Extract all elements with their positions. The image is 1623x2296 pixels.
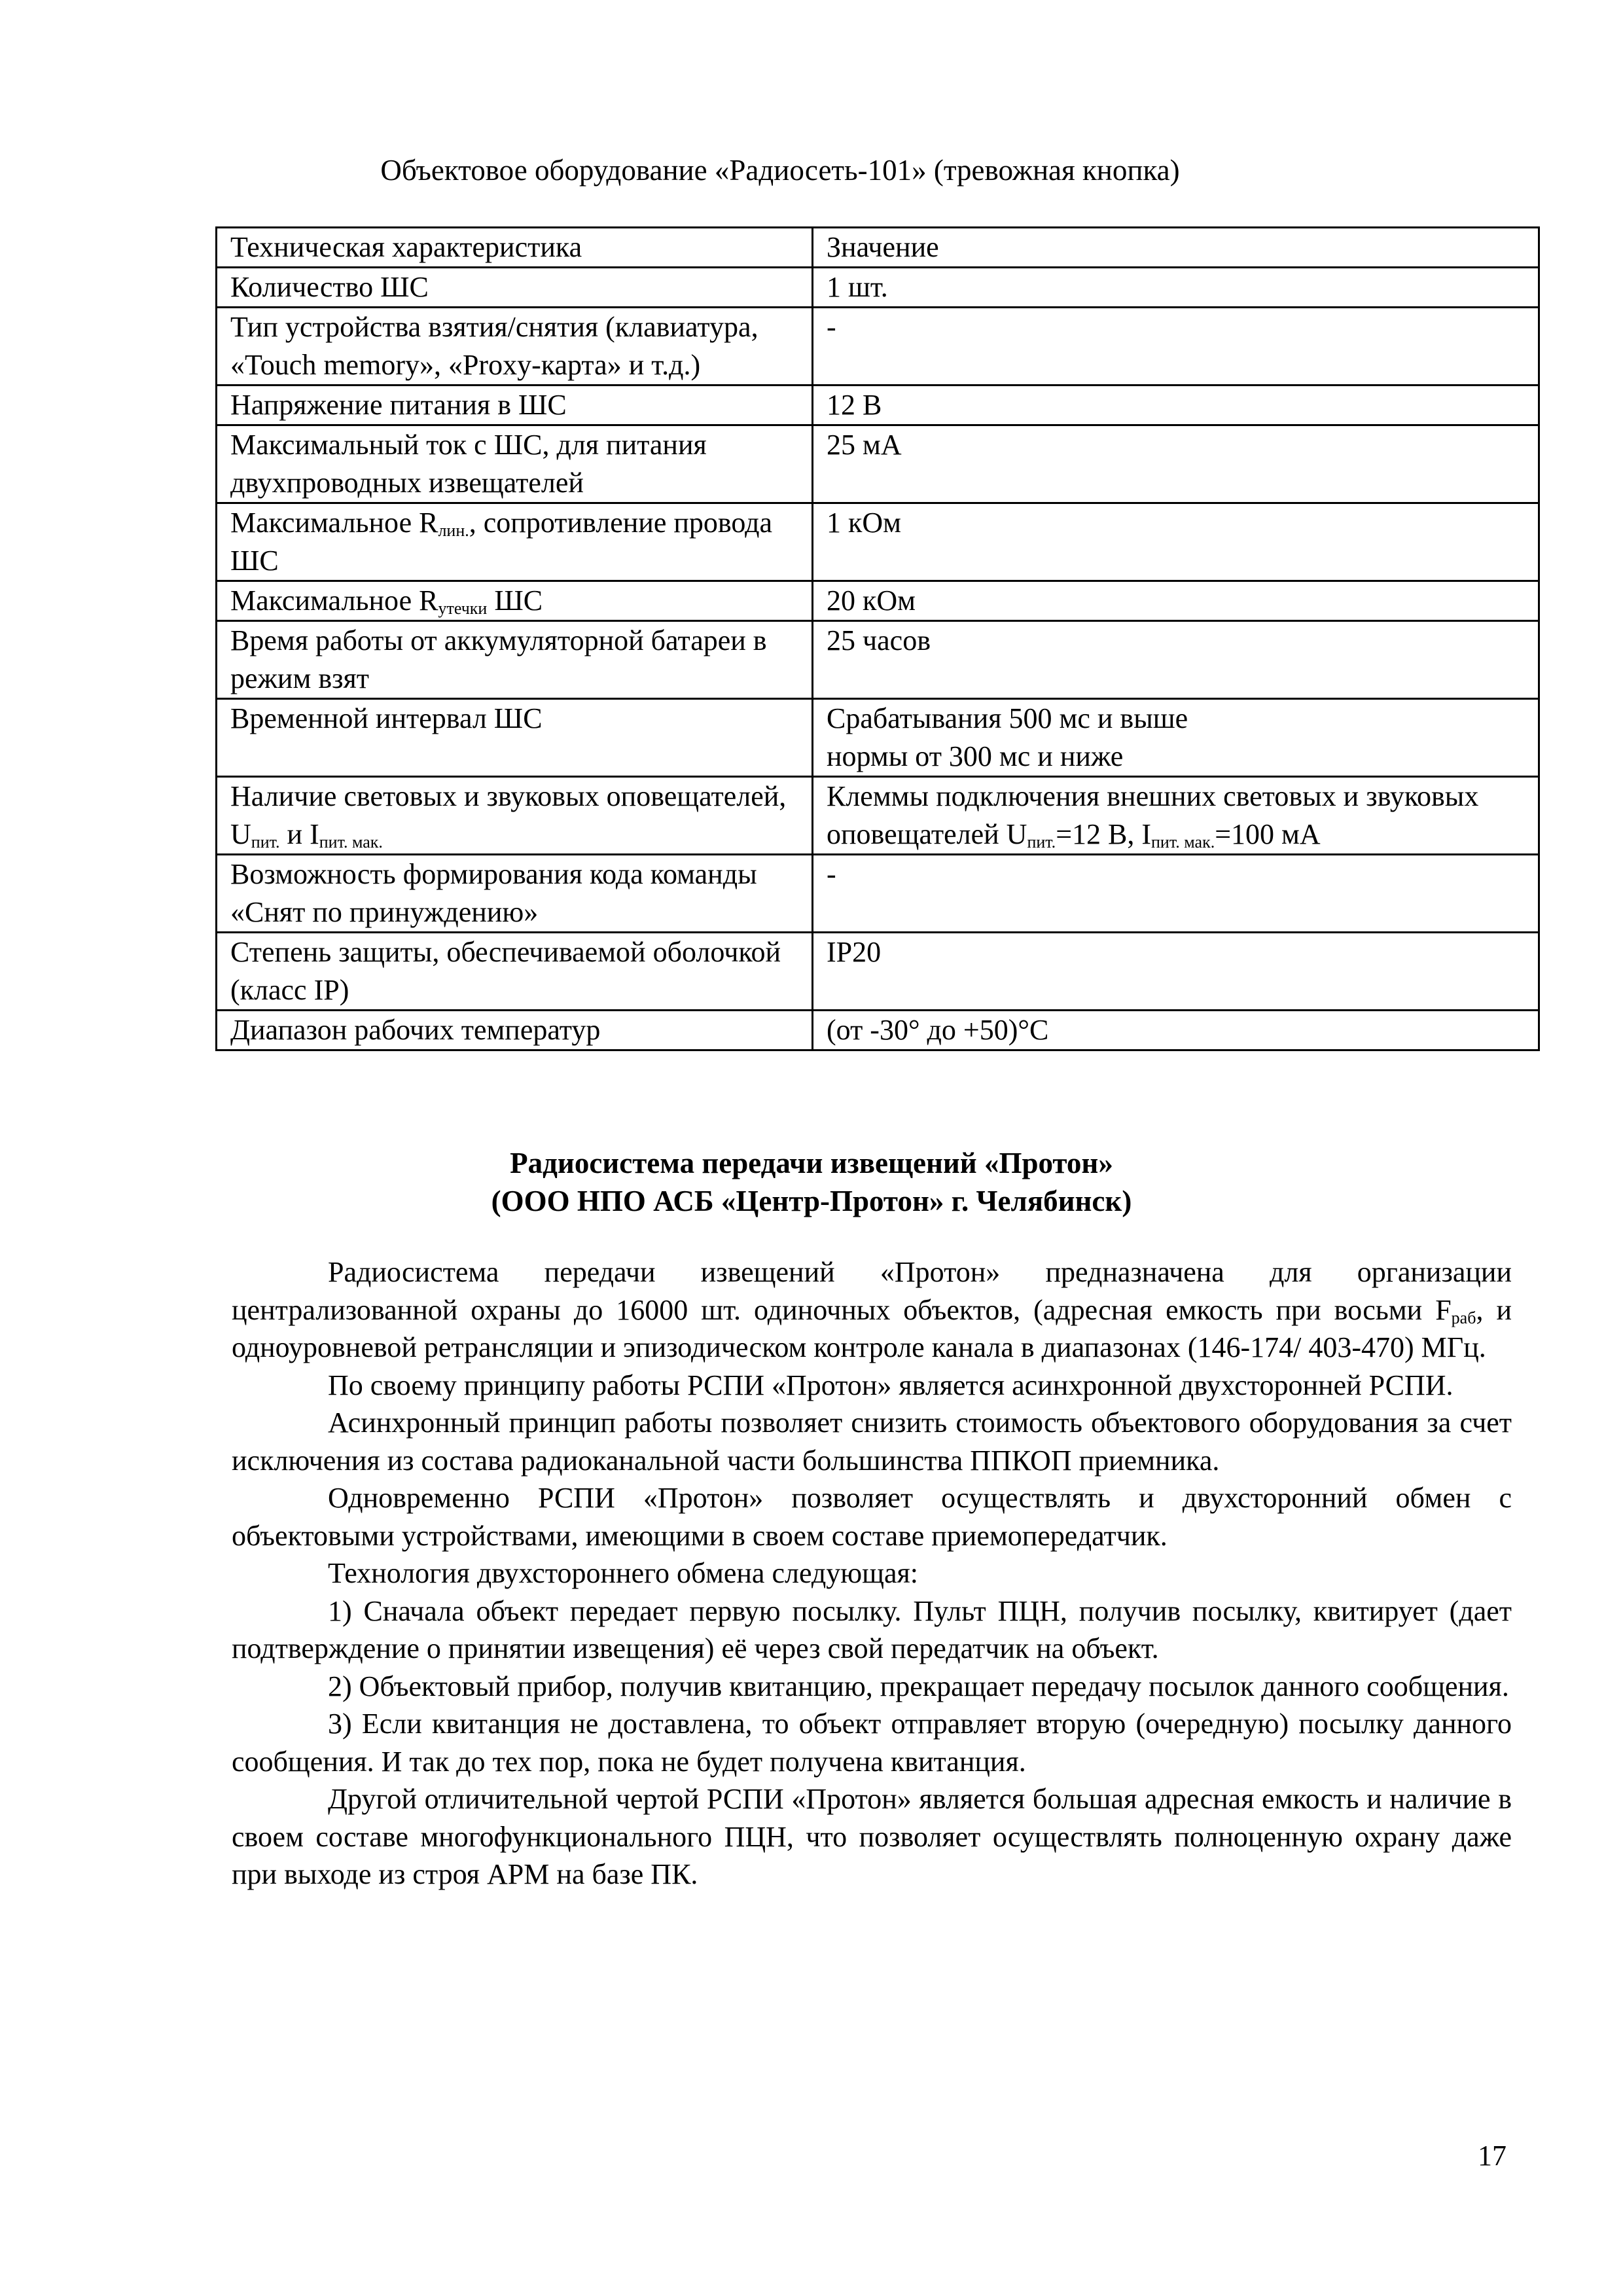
table-cell: Максимальное $R_{утечки}$ ШС: [217, 581, 813, 621]
table-cell: Тип устройства взятия/снятия (клавиатура, «Touch memory», «Proxy-карта» и т.д.): [217, 308, 813, 386]
paragraph: По своему принципу работы РСПИ «Протон» является асинхронной двухсторонней РСПИ.: [328, 1369, 1454, 1401]
paragraph: 1) Сначала объект передает первую посылку. Пульт ПЦН, получив посылку, квитирует (дает подтверждение о принятии извещения) её через свой передатчик на объект.: [232, 1594, 1512, 1664]
table-row: [217, 425, 1539, 503]
table-row: [217, 855, 1539, 933]
table-row: [217, 777, 1539, 855]
paragraph: Технология двухстороннего обмена следующая:: [328, 1557, 919, 1589]
table-row: [217, 268, 1539, 308]
spec-table: [215, 226, 1540, 1051]
subscript: пит.: [251, 833, 280, 852]
table-row: [217, 503, 1539, 581]
table-header-cell: Значение: [813, 228, 1539, 268]
paragraph: 3) Если квитанция не доставлена, то объект отправляет вторую (очередную) посылку данного сообщения. И так до тех пор, пока не будет получена квитанция.: [232, 1708, 1512, 1778]
section-title: Радиосистема передачи извещений «Протон»: [510, 1147, 1113, 1179]
table-cell: Максимальное $R_{лин.}$, сопротивление провода ШС: [217, 503, 813, 581]
table-header-cell: Техническая характеристика: [217, 228, 813, 268]
table-row: [217, 933, 1539, 1011]
table-cell: 1 кОм: [813, 503, 1539, 581]
table-caption: Объектовое оборудование «Радиосеть-101» (тревожная кнопка): [380, 154, 1180, 187]
table-cell: Диапазон рабочих температур: [217, 1011, 813, 1050]
table-cell: Возможность формирования кода команды «Снят по принуждению»: [217, 855, 813, 933]
table-cell: -: [813, 855, 1539, 933]
paragraph: Другой отличительной чертой РСПИ «Протон» является большая адресная емкость и наличие в своем составе многофункционального ПЦН, что позволяет осуществлять полноценную охрану даже при выходе из строя АРМ на базе ПК.: [232, 1783, 1512, 1890]
table-cell: (от -30° до +50)°С: [813, 1011, 1539, 1050]
table-cell: Степень защиты, обеспечиваемой оболочкой (класс IP): [217, 933, 813, 1011]
table-cell: IP20: [813, 933, 1539, 1011]
table-row: [217, 581, 1539, 621]
table-row: [217, 621, 1539, 699]
table-row: [217, 308, 1539, 386]
table-cell: Временной интервал ШС: [217, 699, 813, 777]
table-cell: Время работы от аккумуляторной батареи в режим взят: [217, 621, 813, 699]
subscript: пит.: [1027, 833, 1056, 852]
section-body: [232, 1253, 1512, 1893]
table-cell: Срабатывания 500 мс и выше нормы от 300 мс и ниже: [813, 699, 1539, 777]
table-cell: 25 мА: [813, 425, 1539, 503]
subscript: пит. мак.: [1151, 833, 1215, 852]
table-cell: Клеммы подключения внешних световых и звуковых оповещателей $U_{пит.}=12$ В, $I_{пит. мак.}=100$ мА: [813, 777, 1539, 855]
subscript: утечки: [438, 599, 488, 618]
paragraph: Радиосистема передачи извещений «Протон» предназначена для организации централизованной охраны до 16000 шт. одиночных объектов, (адресная емкость при восьми $F_{раб}$, и одноуровневой ретрансляции и эпизодическом контроле канала в диапазонах (146-174/ 403-470) МГц.: [232, 1256, 1512, 1363]
table-cell: 1 шт.: [813, 268, 1539, 308]
table-cell: 20 кОм: [813, 581, 1539, 621]
table-cell: Количество ШС: [217, 268, 813, 308]
subscript: пит. мак.: [319, 833, 383, 852]
table-cell: -: [813, 308, 1539, 386]
page-number: 17: [1478, 2140, 1507, 2172]
paragraph: Асинхронный принцип работы позволяет снизить стоимость объектового оборудования за счет исключения из состава радиоканальной части большинства ППКОП приемника.: [232, 1407, 1512, 1477]
table-cell: 12 В: [813, 386, 1539, 425]
paragraph: Одновременно РСПИ «Протон» позволяет осуществлять и двухсторонний обмен с объектовыми устройствами, имеющими в своем составе приемопередатчик.: [232, 1482, 1512, 1552]
table-header-row: [217, 228, 1539, 268]
table-cell: 25 часов: [813, 621, 1539, 699]
table-cell: Напряжение питания в ШС: [217, 386, 813, 425]
section-subtitle: (ООО НПО АСБ «Центр-Протон» г. Челябинск): [491, 1185, 1132, 1217]
table-row: [217, 1011, 1539, 1050]
table-cell: Максимальный ток с ШС, для питания двухпроводных извещателей: [217, 425, 813, 503]
subscript: лин.: [438, 521, 469, 540]
paragraph: 2) Объектовый прибор, получив квитанцию, прекращает передачу посылок данного сообщения.: [328, 1670, 1509, 1702]
table-row: [217, 699, 1539, 777]
table-row: [217, 386, 1539, 425]
subscript: раб: [1451, 1308, 1476, 1327]
table-cell: Наличие световых и звуковых оповещателей, $U_{пит.}$ и $I_{пит. мак.}$: [217, 777, 813, 855]
